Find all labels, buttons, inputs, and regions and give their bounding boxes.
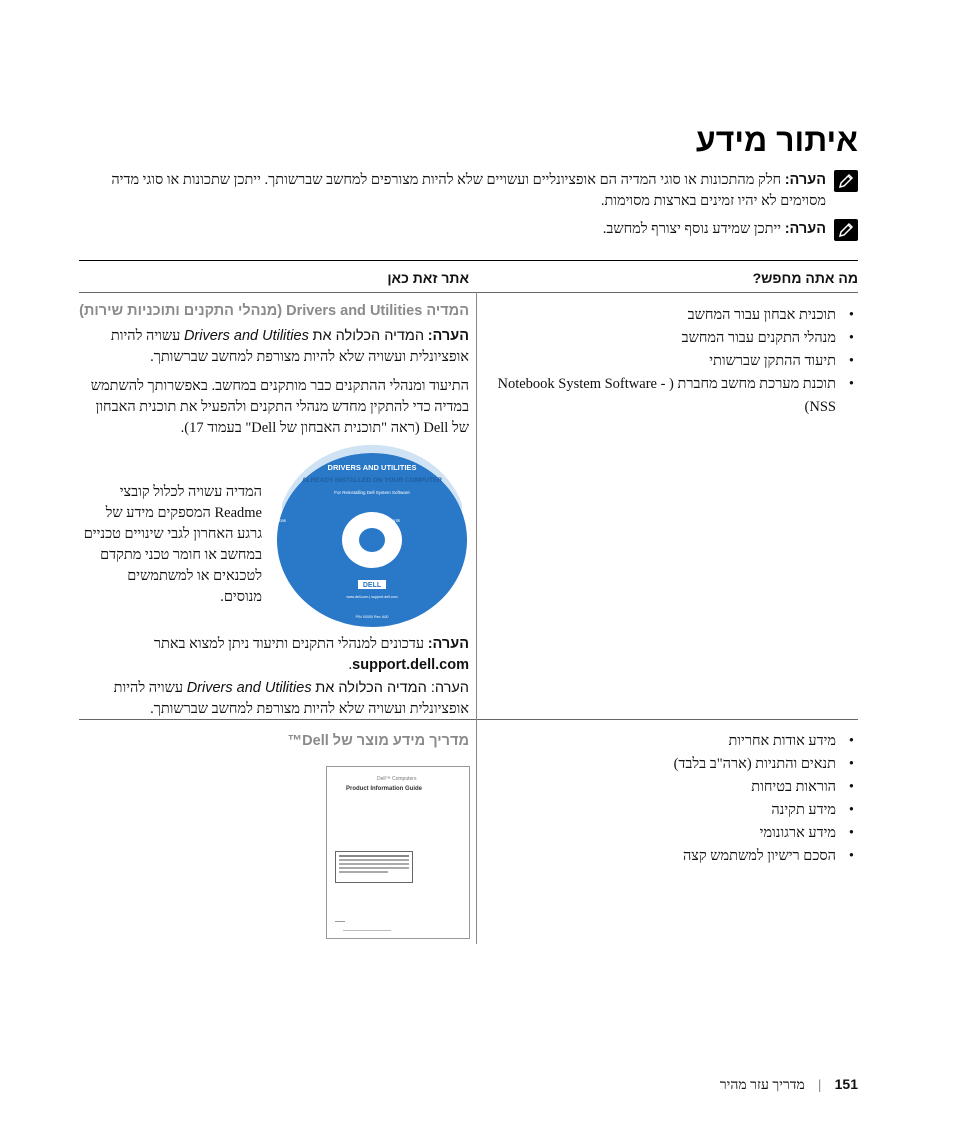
cd-top-line3: For Reinstalling Dell System Software bbox=[334, 490, 410, 495]
row1-notes-bottom bbox=[79, 634, 469, 720]
cd-bottom-url: www.dell.com | support.dell.com bbox=[346, 595, 398, 599]
row2-bullets bbox=[482, 730, 858, 868]
drivers-paragraph-1: התיעוד ומנהלי ההתקנים כבר מותקנים במחשב. באפשרותך להשתמש במדיה כדי להתקין מחדש מנהלי התקנים ולהפעיל את תוכנית האבחון של Dell (ראה "תוכנית האבחון של Dell" בעמוד 17). bbox=[90, 378, 469, 436]
cd-left-text: Installation instructions bbox=[243, 518, 286, 523]
column-divider-1 bbox=[476, 292, 477, 719]
list-item: • הוראות בטיחות bbox=[482, 776, 858, 799]
cd-right-text: Contents: bbox=[382, 518, 400, 523]
drivers-note-2: הערה: עדכונים למנהלי התקנים ותיעוד ניתן למצוא באתר support.dell.com. bbox=[153, 636, 469, 673]
page-number: 151 bbox=[834, 1076, 858, 1092]
list-item: • מידע אודות אחריות bbox=[482, 730, 858, 753]
list-item: • תוכנת מערכת מחשב מחברת Notebook System Software - ) NSS) bbox=[482, 373, 858, 419]
page-title: איתור מידע bbox=[695, 122, 858, 158]
guide-title: Product Information Guide bbox=[346, 786, 422, 792]
row1-bullets bbox=[482, 304, 858, 419]
cd-top-line1: DRIVERS AND UTILITIES bbox=[327, 463, 417, 472]
note-pen-icon bbox=[834, 219, 858, 241]
guide-warning-box bbox=[335, 851, 413, 883]
row2-media-column bbox=[79, 731, 469, 752]
list-item: • מידע ארגונומי bbox=[482, 822, 858, 845]
list-item: • תנאים והתניות (ארה"ב בלבד) bbox=[482, 753, 858, 776]
support-site-link[interactable]: support.dell.com bbox=[352, 657, 469, 673]
drivers-media-title: המדיה Drivers and Utilities (מנהלי התקנים ותוכניות שירות) bbox=[79, 303, 469, 319]
header-what-looking-for: מה אתה מחפש? bbox=[752, 270, 858, 286]
table-top-rule bbox=[79, 260, 858, 261]
row-divider bbox=[79, 719, 858, 720]
row1-media-column bbox=[79, 301, 469, 439]
note-pen-icon bbox=[834, 170, 858, 192]
product-guide-title: מדריך מידע מוצר של Dell™ bbox=[287, 733, 469, 749]
svg-text:DELL: DELL bbox=[362, 582, 382, 589]
list-item: • מידע תקינה bbox=[482, 799, 858, 822]
guide-brand: Dell™ Computers bbox=[377, 776, 417, 782]
drivers-note-1: הערה: המדיה הכלולה את Drivers and Utilities עשויה להיות אופציונלית ועשויה שלא להיות מצורפת למחשב שברשותך. bbox=[110, 328, 469, 365]
list-item: • מנהלי התקנים עבור המחשב bbox=[482, 327, 858, 350]
drivers-note-3: הערה: המדיה הכלולה את Drivers and Utilities עשויה להיות אופציונלית ועשויה שלא להיות מצורפת למחשב שברשותך. bbox=[113, 680, 469, 717]
list-item: • תוכנית אבחון עבור המחשב bbox=[482, 304, 858, 327]
page-footer bbox=[720, 1076, 858, 1094]
footer-label: מדריך עזר מהיר bbox=[719, 1078, 805, 1093]
product-guide-image bbox=[326, 766, 470, 939]
note-2: הערה: ייתכן שמידע נוסף יצורף למחשב. bbox=[98, 219, 858, 240]
header-rule bbox=[79, 292, 858, 293]
cd-bottom-part: P/N X0000 Rev. A00 bbox=[355, 615, 389, 619]
header-find-it-here: אתר זאת כאן bbox=[387, 270, 469, 286]
column-divider-2 bbox=[476, 719, 477, 944]
note-1: הערה: חלק מהתכונות או סוגי המדיה הם אופציונליים ועשויים שלא להיות מצורפים למחשב שברשותך. ייתכן שתכונות או סוגי מדיה מסוימים לא יהיו זמינים בארצות מסוימות. bbox=[98, 170, 858, 212]
list-item: • תיעוד ההתקן שברשותי bbox=[482, 350, 858, 373]
drivers-cd-image bbox=[243, 452, 468, 628]
footer-separator: | bbox=[818, 1078, 822, 1093]
cd-top-line2: ALREADY INSTALLED ON YOUR COMPUTER bbox=[301, 477, 443, 484]
list-item: • הסכם רישיון למשתמש קצה bbox=[482, 845, 858, 868]
drivers-paragraph-2: המדיה עשויה לכלול קובצי Readme המספקים מידע של גרגע האחרון לגבי שינויים טכניים במחשב או חומר טכני מתקדם לטכנאים או למשתמשים מנוסים. bbox=[83, 484, 262, 605]
